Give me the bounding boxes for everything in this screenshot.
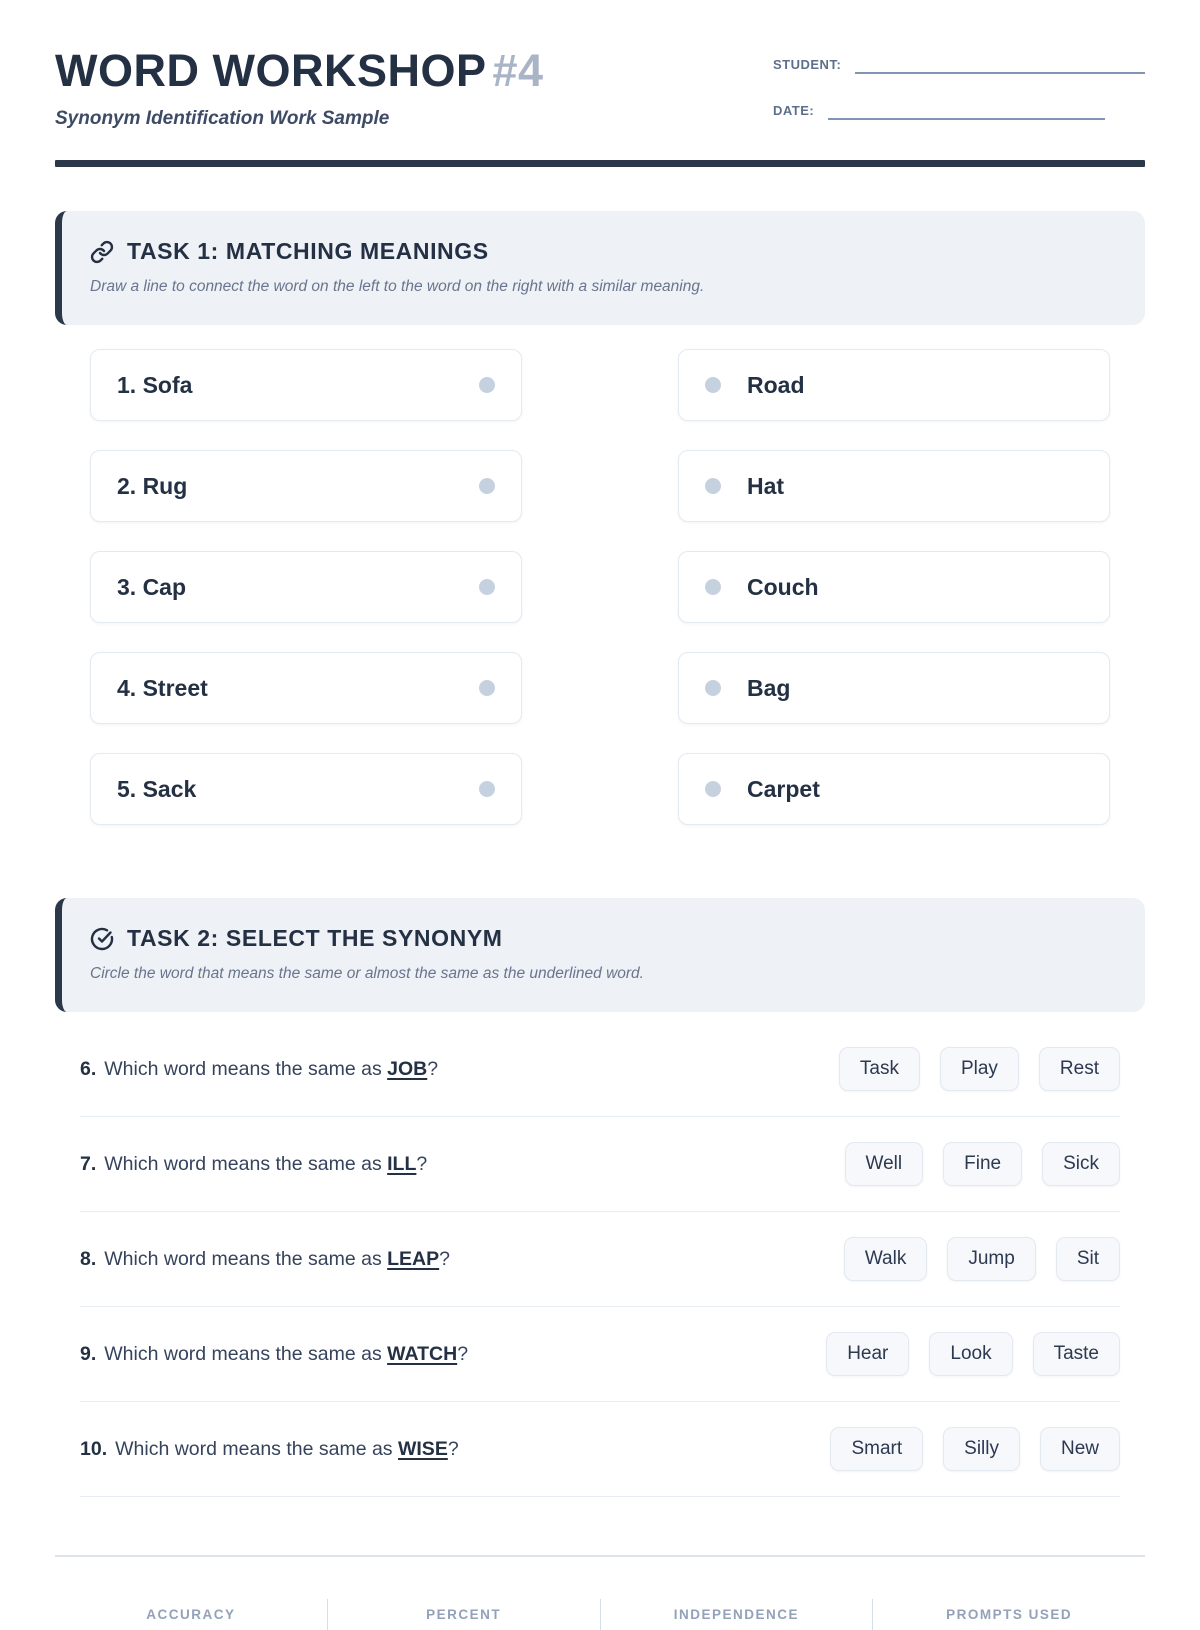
match-word: Carpet bbox=[747, 775, 820, 802]
question-number: 6. bbox=[80, 1057, 97, 1080]
option-button[interactable]: Look bbox=[929, 1332, 1012, 1376]
match-card-cap[interactable] bbox=[90, 551, 522, 623]
match-word: Bag bbox=[747, 674, 791, 701]
connector-dot[interactable] bbox=[705, 377, 721, 393]
question-text bbox=[80, 1153, 427, 1176]
match-card-hat[interactable] bbox=[678, 450, 1110, 522]
match-word: Road bbox=[747, 371, 805, 398]
question-target-word: LEAP bbox=[387, 1247, 440, 1270]
question-row-10 bbox=[80, 1402, 1120, 1497]
connector-dot[interactable] bbox=[705, 478, 721, 494]
question-suffix: ? bbox=[416, 1152, 428, 1175]
footer-col-percent: PERCENT bbox=[327, 1599, 600, 1630]
header-titles bbox=[55, 46, 544, 130]
question-row-7 bbox=[80, 1117, 1120, 1212]
connector-dot[interactable] bbox=[479, 377, 495, 393]
question-prompt: Which word means the same as bbox=[104, 1152, 388, 1175]
match-card-carpet[interactable] bbox=[678, 753, 1110, 825]
option-button[interactable]: Play bbox=[940, 1047, 1019, 1091]
score-footer bbox=[55, 1555, 1145, 1630]
footer-col-accuracy: ACCURACY bbox=[146, 1607, 236, 1622]
matching-left-column bbox=[90, 349, 522, 854]
questions-list bbox=[80, 1022, 1120, 1497]
question-prompt: Which word means the same as bbox=[104, 1247, 388, 1270]
connector-dot[interactable] bbox=[705, 680, 721, 696]
question-row-8 bbox=[80, 1212, 1120, 1307]
option-group bbox=[826, 1332, 1120, 1376]
question-target-word: ILL bbox=[387, 1152, 417, 1175]
connector-dot[interactable] bbox=[479, 781, 495, 797]
task2-header-box bbox=[55, 898, 1145, 1012]
connector-dot[interactable] bbox=[705, 579, 721, 595]
option-group bbox=[845, 1142, 1120, 1186]
question-target-word: WISE bbox=[397, 1437, 448, 1460]
option-button[interactable]: Hear bbox=[826, 1332, 909, 1376]
question-number: 7. bbox=[80, 1152, 97, 1175]
match-card-rug[interactable] bbox=[90, 450, 522, 522]
connector-dot[interactable] bbox=[479, 478, 495, 494]
date-field-row bbox=[773, 100, 1145, 120]
question-text bbox=[80, 1248, 450, 1271]
option-button[interactable]: Sit bbox=[1056, 1237, 1120, 1281]
match-word: 1. Sofa bbox=[117, 371, 193, 398]
task1-instruction: Draw a line to connect the word on the left to the word on the right with a similar meaning. bbox=[90, 278, 705, 295]
student-field-row bbox=[773, 54, 1145, 74]
option-group bbox=[830, 1427, 1120, 1471]
check-circle-icon bbox=[90, 927, 114, 951]
student-label: STUDENT: bbox=[773, 57, 842, 72]
question-suffix: ? bbox=[447, 1437, 459, 1460]
question-suffix: ? bbox=[457, 1342, 469, 1365]
connector-dot[interactable] bbox=[705, 781, 721, 797]
match-card-couch[interactable] bbox=[678, 551, 1110, 623]
header bbox=[55, 46, 1145, 146]
option-group bbox=[839, 1047, 1120, 1091]
connector-dot[interactable] bbox=[479, 579, 495, 595]
task2-title: TASK 2: SELECT THE SYNONYM bbox=[127, 925, 503, 951]
question-text bbox=[80, 1343, 468, 1366]
match-word: 2. Rug bbox=[117, 472, 188, 499]
match-card-sack[interactable] bbox=[90, 753, 522, 825]
page-subtitle: Synonym Identification Work Sample bbox=[55, 107, 390, 129]
question-target-word: WATCH bbox=[387, 1342, 458, 1365]
date-input-line[interactable] bbox=[828, 100, 1105, 120]
match-word: 4. Street bbox=[117, 674, 208, 701]
matching-grid bbox=[90, 349, 1110, 854]
option-button[interactable]: Smart bbox=[830, 1427, 923, 1471]
page-title-text: WORD WORKSHOP bbox=[55, 45, 487, 96]
page-title bbox=[55, 46, 544, 96]
option-button[interactable]: Sick bbox=[1042, 1142, 1120, 1186]
question-number: 9. bbox=[80, 1342, 97, 1365]
match-word: 5. Sack bbox=[117, 775, 197, 802]
question-number: 8. bbox=[80, 1247, 97, 1270]
question-number: 10. bbox=[80, 1437, 108, 1460]
match-card-sofa[interactable] bbox=[90, 349, 522, 421]
match-word: 3. Cap bbox=[117, 573, 187, 600]
footer-col-independence: INDEPENDENCE bbox=[600, 1599, 873, 1630]
option-button[interactable]: Fine bbox=[943, 1142, 1022, 1186]
question-suffix: ? bbox=[439, 1247, 451, 1270]
footer-col-prompts-used: PROMPTS USED bbox=[872, 1599, 1145, 1630]
question-text bbox=[80, 1438, 459, 1461]
question-suffix: ? bbox=[427, 1057, 439, 1080]
question-target-word: JOB bbox=[387, 1057, 428, 1080]
header-divider bbox=[55, 160, 1145, 167]
option-button[interactable]: Silly bbox=[943, 1427, 1020, 1471]
match-word: Hat bbox=[747, 472, 785, 499]
match-card-street[interactable] bbox=[90, 652, 522, 724]
option-button[interactable]: New bbox=[1040, 1427, 1120, 1471]
page-title-number: #4 bbox=[492, 45, 544, 96]
student-input-line[interactable] bbox=[855, 54, 1145, 74]
connector-dot[interactable] bbox=[479, 680, 495, 696]
option-button[interactable]: Rest bbox=[1039, 1047, 1120, 1091]
question-text bbox=[80, 1058, 438, 1081]
option-button[interactable]: Walk bbox=[844, 1237, 928, 1281]
header-fields bbox=[773, 46, 1145, 146]
task2-instruction: Circle the word that means the same or almost the same as the underlined word. bbox=[90, 965, 644, 982]
link-icon bbox=[90, 240, 114, 264]
task1-title: TASK 1: MATCHING MEANINGS bbox=[127, 238, 489, 264]
question-prompt: Which word means the same as bbox=[104, 1342, 388, 1365]
date-label: DATE: bbox=[773, 103, 815, 118]
match-word: Couch bbox=[747, 573, 819, 600]
option-button[interactable]: Well bbox=[845, 1142, 924, 1186]
question-prompt: Which word means the same as bbox=[104, 1057, 388, 1080]
option-group bbox=[844, 1237, 1120, 1281]
option-button[interactable]: Jump bbox=[947, 1237, 1035, 1281]
task1-header-box bbox=[55, 211, 1145, 325]
match-card-bag[interactable] bbox=[678, 652, 1110, 724]
question-prompt: Which word means the same as bbox=[115, 1437, 398, 1460]
option-button[interactable]: Taste bbox=[1033, 1332, 1120, 1376]
match-card-road[interactable] bbox=[678, 349, 1110, 421]
task1-title-row bbox=[90, 238, 1113, 265]
question-row-6 bbox=[80, 1022, 1120, 1117]
option-button[interactable]: Task bbox=[839, 1047, 920, 1091]
task2-title-row bbox=[90, 925, 1113, 952]
matching-right-column bbox=[678, 349, 1110, 854]
question-row-9 bbox=[80, 1307, 1120, 1402]
